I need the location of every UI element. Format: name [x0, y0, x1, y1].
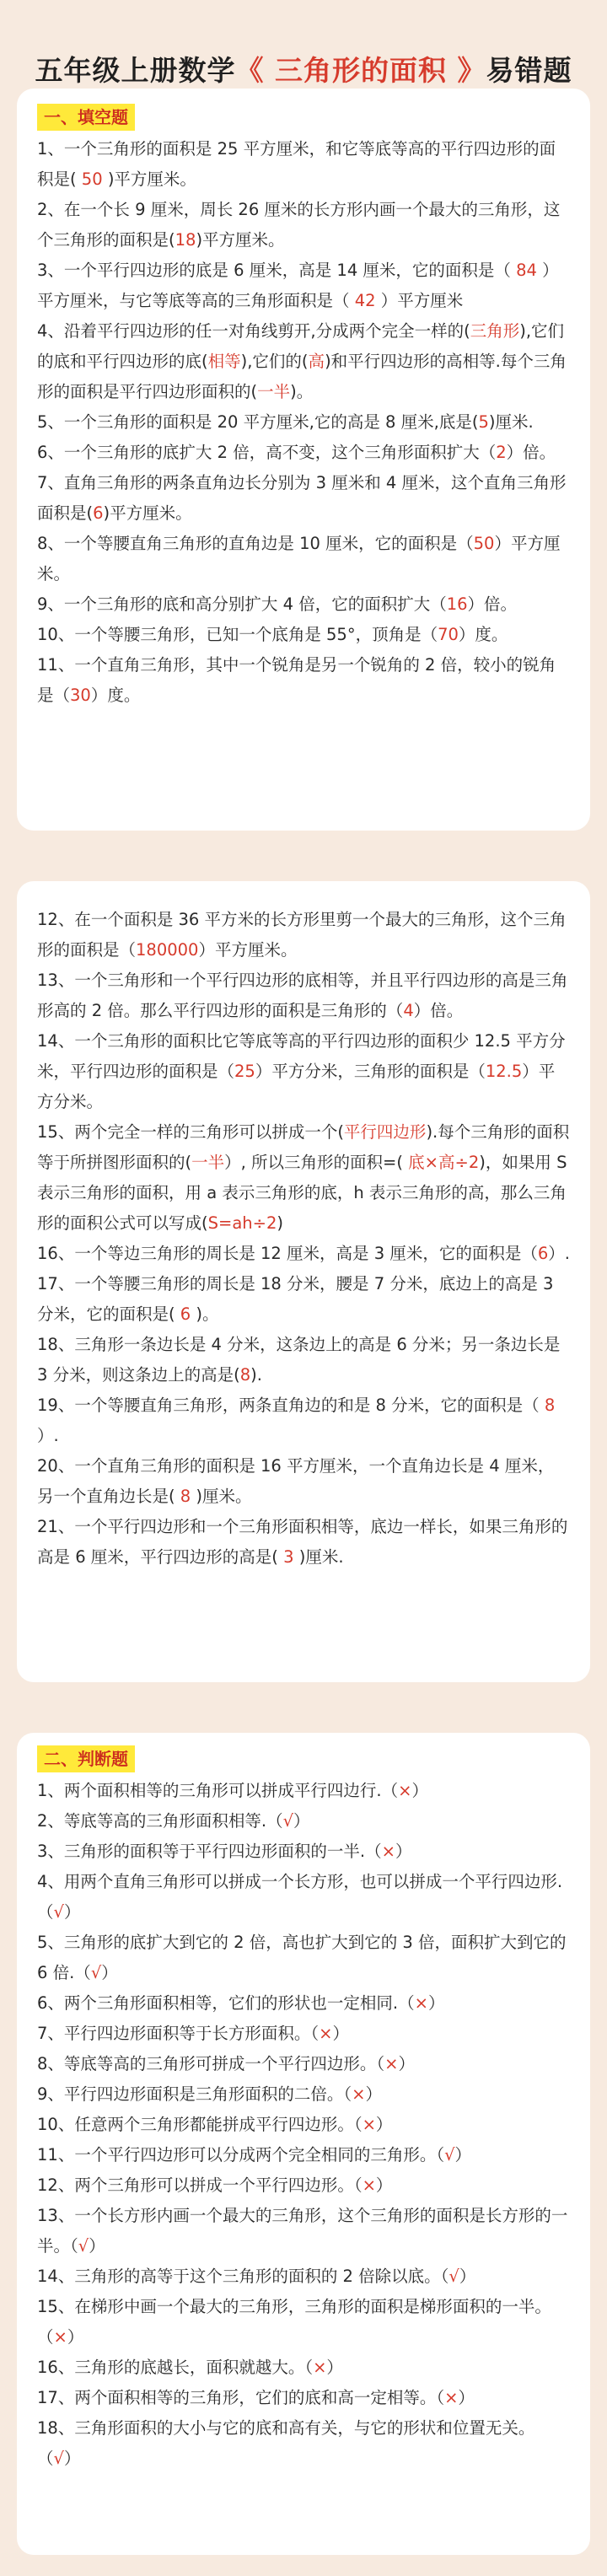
question-item	[37, 468, 570, 529]
answer-text: 一半	[257, 382, 291, 401]
question-item	[37, 905, 570, 965]
question-text: 9、平行四边形面积是三角形面积的二倍。（	[37, 2084, 352, 2104]
question-text: ）平方分米。	[37, 1062, 556, 1111]
question-text: 17、一个等腰三角形的周长是 18 分米，腰是 7 分米，底边上的高是 3 分米，它的面积是(	[37, 1274, 554, 1324]
answer-text: √	[444, 2145, 455, 2165]
question-text: ）	[395, 1842, 412, 1861]
question-text: 20、一个直角三角形的面积是 16 平方厘米，一个直角边长是 4 厘米，另一个直角边长是(	[37, 1456, 555, 1506]
answer-text: ×	[352, 2084, 366, 2104]
answer-text: 3	[277, 1547, 299, 1567]
question-list	[37, 1776, 570, 2474]
answer-text: 8	[539, 1396, 556, 1415]
question-text: ）.	[548, 1244, 570, 1263]
question-item	[37, 1837, 570, 1867]
question-text: 8、一个等腰直角三角形的直角边是 10 厘米，它的面积是（	[37, 534, 474, 553]
question-item	[37, 2383, 570, 2413]
question-text: 6、一个三角形的底扩大 2 倍，高不变，这个三角形面积扩大（	[37, 443, 497, 462]
question-text: ）	[427, 1993, 445, 2013]
question-text: ）	[63, 2449, 81, 2468]
answer-text: 相等	[207, 352, 241, 371]
question-text: 14、三角形的高等于这个三角形的面积的 2 倍除以底。（	[37, 2267, 449, 2286]
answer-text: 12.5	[485, 1062, 523, 1081]
question-text: 13、一个长方形内画一个最大的三角形，这个三角形的面积是长方形的一半。（	[37, 2206, 568, 2256]
answer-text: √	[78, 2236, 89, 2256]
question-text: 16、三角形的底越长，面积就越大。（	[37, 2358, 314, 2377]
question-item	[37, 1806, 570, 1837]
question-item	[37, 438, 570, 468]
question-item	[37, 255, 570, 316]
answer-text: 50	[76, 169, 108, 189]
question-item	[37, 2292, 570, 2353]
section-label-fill-in: 一、填空题	[37, 104, 135, 131]
question-text: 16、一个等边三角形的周长是 12 厘米，高是 3 厘米，它的面积是（	[37, 1244, 538, 1263]
answer-text: 25	[234, 1062, 255, 1081]
question-text: )。	[196, 1304, 219, 1324]
question-text: 14、一个三角形的面积比它等底等高的平行四边形的面积少 12.5 平方分米，平行四边形的面积是（	[37, 1031, 566, 1081]
question-list	[37, 905, 570, 1573]
question-item	[37, 195, 570, 255]
question-text: ）倍。	[413, 1001, 464, 1020]
answer-text: 84	[510, 261, 543, 280]
question-text: ）	[63, 1902, 81, 1922]
answer-text: 高	[308, 352, 325, 371]
question-text: ）	[101, 1963, 118, 1982]
question-text: ）度。	[458, 625, 508, 644]
question-item	[37, 620, 570, 650]
question-text: 19、一个等腰直角三角形，两条直角边的和是 8 分米，它的面积是（	[37, 1396, 540, 1415]
question-text: 12、两个三角形可以拼成一个平行四边形。（	[37, 2175, 363, 2195]
question-text: 1、一个三角形的面积是 25 平方厘米，和它等底等高的平行四边形的面积是(	[37, 139, 556, 189]
fill-in-card-2	[17, 881, 590, 1682]
question-text: 18、三角形面积的大小与它的底和高有关，与它的形状和位置无关。（	[37, 2418, 535, 2468]
question-text: )厘米。	[196, 1487, 252, 1506]
question-text: ）	[458, 2388, 475, 2407]
question-text: ）	[293, 1811, 310, 1831]
answer-text: 70	[438, 625, 459, 644]
answer-text: 底×高÷2	[402, 1153, 480, 1172]
answer-text: 50	[473, 534, 495, 553]
question-text: )平方厘米。	[196, 230, 285, 250]
question-text: ）	[411, 1781, 428, 1800]
question-text: 6、两个三角形面积相等，它们的形状也一定相同.（	[37, 1993, 415, 2013]
question-text: ）	[365, 2084, 383, 2104]
question-item	[37, 316, 570, 407]
question-item	[37, 589, 570, 620]
question-text: 11、一个平行四边形可以分成两个完全相同的三角形。（	[37, 2145, 445, 2165]
question-text: )和平行四边形的高相等.每个三角形的面积是平行四边形面积的(	[37, 352, 567, 401]
question-item	[37, 965, 570, 1026]
question-item	[37, 407, 570, 438]
question-text: ）	[89, 2236, 105, 2256]
question-text: 18、三角形一条边长是 4 分米，这条边上的高是 6 分米；另一条边长是 3 分米，则这条边上的高是(	[37, 1335, 561, 1385]
question-text: ).每个三角形的面积等于所拼图形面积的(	[37, 1122, 570, 1172]
question-text: ）.	[37, 1426, 59, 1445]
answer-text: 2	[496, 443, 507, 462]
question-text: ）	[67, 2327, 84, 2347]
question-text: ）平方厘米	[380, 291, 464, 310]
question-text: 12、在一个面积是 36 平方米的长方形里剪一个最大的三角形，这个三角形的面积是（	[37, 910, 567, 960]
question-text: 17、两个面积相等的三角形，它们的底和高一定相等。（	[37, 2388, 445, 2407]
answer-text: 6	[93, 503, 104, 523]
answer-text: ×	[313, 2358, 327, 2377]
title-post: 易错题	[486, 54, 572, 87]
question-text: 4、沿着平行四边形的任一对角线剪开,分成两个完全一样的(	[37, 321, 470, 341]
question-item	[37, 1330, 570, 1390]
question-item	[37, 2170, 570, 2201]
question-item	[37, 650, 570, 711]
question-text: 5、一个三角形的面积是 20 平方厘米,它的高是 8 厘米,底是(	[37, 412, 479, 432]
question-item	[37, 2049, 570, 2079]
answer-text: √	[282, 1811, 294, 1831]
question-text: ）平方分米，三角形的面积是（	[255, 1062, 486, 1081]
question-text: 7、平行四边形面积等于长方形面积。（	[37, 2024, 320, 2043]
question-text: 10、任意两个三角形都能拼成平行四边形。（	[37, 2115, 363, 2134]
question-text: ）倍。	[467, 594, 518, 614]
question-item	[37, 1451, 570, 1512]
question-text: )	[277, 1213, 283, 1233]
question-text: ）度。	[90, 686, 141, 705]
answer-text: √	[53, 2449, 64, 2468]
question-text: ）	[459, 2267, 476, 2286]
question-item	[37, 134, 570, 195]
question-item	[37, 2079, 570, 2110]
question-text: 3、一个平行四边形的底是 6 厘米，高是 14 厘米，它的面积是（	[37, 261, 511, 280]
question-text: 3、三角形的面积等于平行四边形面积的一半.（	[37, 1842, 382, 1861]
question-item	[37, 1026, 570, 1117]
answer-text: ×	[381, 1842, 395, 1861]
answer-text: ×	[398, 1781, 412, 1800]
question-text: ）, 所以三角形的面积=(	[224, 1153, 403, 1172]
question-text: 15、两个完全一样的三角形可以拼成一个(	[37, 1122, 344, 1142]
page-title	[0, 49, 607, 89]
answer-text: 8	[239, 1365, 251, 1385]
question-text: 4、用两个直角三角形可以拼成一个长方形，也可以拼成一个平行四边形.（	[37, 1872, 563, 1922]
question-text: ）	[326, 2358, 343, 2377]
question-item	[37, 2110, 570, 2140]
title-highlight: 《 三角形的面积 》	[235, 54, 486, 87]
question-item	[37, 1776, 570, 1806]
answer-text: ×	[362, 2175, 376, 2195]
question-text: ）	[398, 2054, 416, 2073]
question-item	[37, 1988, 570, 2019]
question-text: )。	[290, 382, 314, 401]
question-text: )厘米.	[298, 1547, 344, 1567]
question-item	[37, 529, 570, 589]
answer-text: 30	[70, 686, 91, 705]
answer-text: ×	[384, 2054, 399, 2073]
title-pre: 五年级上册数学	[35, 54, 236, 87]
question-text: ).	[250, 1365, 262, 1385]
answer-text: ×	[53, 2327, 67, 2347]
answer-text: S=ah÷2	[207, 1213, 277, 1233]
answer-text: √	[53, 1902, 64, 1922]
answer-text: 8	[175, 1487, 196, 1506]
answer-text: 三角形	[470, 321, 520, 341]
question-text: 10、一个等腰三角形，已知一个底角是 55°，顶角是（	[37, 625, 438, 644]
question-text: ）平方厘米。	[198, 940, 298, 960]
fill-in-card-1	[17, 89, 590, 831]
question-item	[37, 1117, 570, 1239]
question-text: 7、直角三角形的两条直角边长分别为 3 厘米和 4 厘米，这个直角三角形面积是(	[37, 473, 567, 523]
question-text: 11、一个直角三角形，其中一个锐角是另一个锐角的 2 倍，较小的锐角是（	[37, 655, 556, 705]
question-item	[37, 1867, 570, 1928]
question-text: ）	[375, 2175, 393, 2195]
question-item	[37, 1269, 570, 1330]
question-item	[37, 1390, 570, 1451]
question-text: ),它们的底和平行四边形的底(	[37, 321, 565, 371]
answer-text: 6	[175, 1304, 196, 1324]
question-text: )厘米.	[488, 412, 534, 432]
question-item	[37, 2353, 570, 2383]
question-item	[37, 2201, 570, 2261]
answer-text: 180000	[136, 940, 199, 960]
question-text: ),它们的(	[240, 352, 309, 371]
answer-text: 一半	[191, 1153, 225, 1172]
question-text: )，如果用 S 表示三角形的面积，用 a 表示三角形的底，h 表示三角形的高，那么三角形的面积公式可以写成(	[37, 1153, 567, 1233]
answer-text: √	[90, 1963, 102, 1982]
answer-text: ×	[319, 2024, 333, 2043]
question-item	[37, 1512, 570, 1573]
question-text: 1、两个面积相等的三角形可以拼成平行四边行.（	[37, 1781, 399, 1800]
question-text: ）	[454, 2145, 472, 2165]
question-text: 9、一个三角形的底和高分别扩大 4 倍，它的面积扩大（	[37, 594, 447, 614]
question-item	[37, 1928, 570, 1988]
answer-text: 18	[175, 230, 196, 250]
question-text: ）平方厘米。	[37, 534, 561, 583]
question-text: )平方厘米。	[107, 169, 196, 189]
answer-text: ×	[414, 1993, 428, 2013]
question-text: 5、三角形的底扩大到它的 2 倍，高也扩大到它的 3 倍，面积扩大到它的 6 倍.（	[37, 1933, 567, 1982]
question-text: ）平方厘米，与它等底等高的三角形面积是（	[37, 261, 559, 310]
question-text: )平方厘米。	[103, 503, 192, 523]
question-text: ）	[375, 2115, 393, 2134]
question-text: 2、等底等高的三角形面积相等.（	[37, 1811, 283, 1831]
question-text: 15、在梯形中画一个最大的三角形，三角形的面积是梯形面积的一半。（	[37, 2297, 551, 2347]
answer-text: 6	[537, 1244, 549, 1263]
answer-text: 42	[349, 291, 381, 310]
question-text: 2、在一个长 9 厘米，周长 26 厘米的长方形内画一个最大的三角形，这个三角形的面积是(	[37, 200, 561, 250]
question-text: 8、等底等高的三角形可拼成一个平行四边形。（	[37, 2054, 385, 2073]
question-text: ）倍。	[506, 443, 556, 462]
answer-text: 16	[446, 594, 468, 614]
question-text: ）	[332, 2024, 350, 2043]
judgement-card	[17, 1733, 590, 2555]
answer-text: 平行四边形	[343, 1122, 427, 1142]
question-item	[37, 2140, 570, 2170]
answer-text: 4	[403, 1001, 414, 1020]
question-item	[37, 2413, 570, 2474]
question-text: 21、一个平行四边形和一个三角形面积相等，底边一样长，如果三角形的高是 6 厘米，平行四边形的高是(	[37, 1517, 568, 1567]
question-item	[37, 2261, 570, 2292]
section-label-judgement: 二、判断题	[37, 1745, 135, 1772]
answer-text: ×	[444, 2388, 459, 2407]
answer-text: ×	[362, 2115, 376, 2134]
question-list	[37, 134, 570, 711]
answer-text: 5	[478, 412, 489, 432]
answer-text: √	[449, 2267, 459, 2286]
question-text: 13、一个三角形和一个平行四边形的底相等，并且平行四边形的高是三角形高的 2 倍。那么平行四边形的面积是三角形的（	[37, 971, 568, 1020]
question-item	[37, 1239, 570, 1269]
question-item	[37, 2019, 570, 2049]
